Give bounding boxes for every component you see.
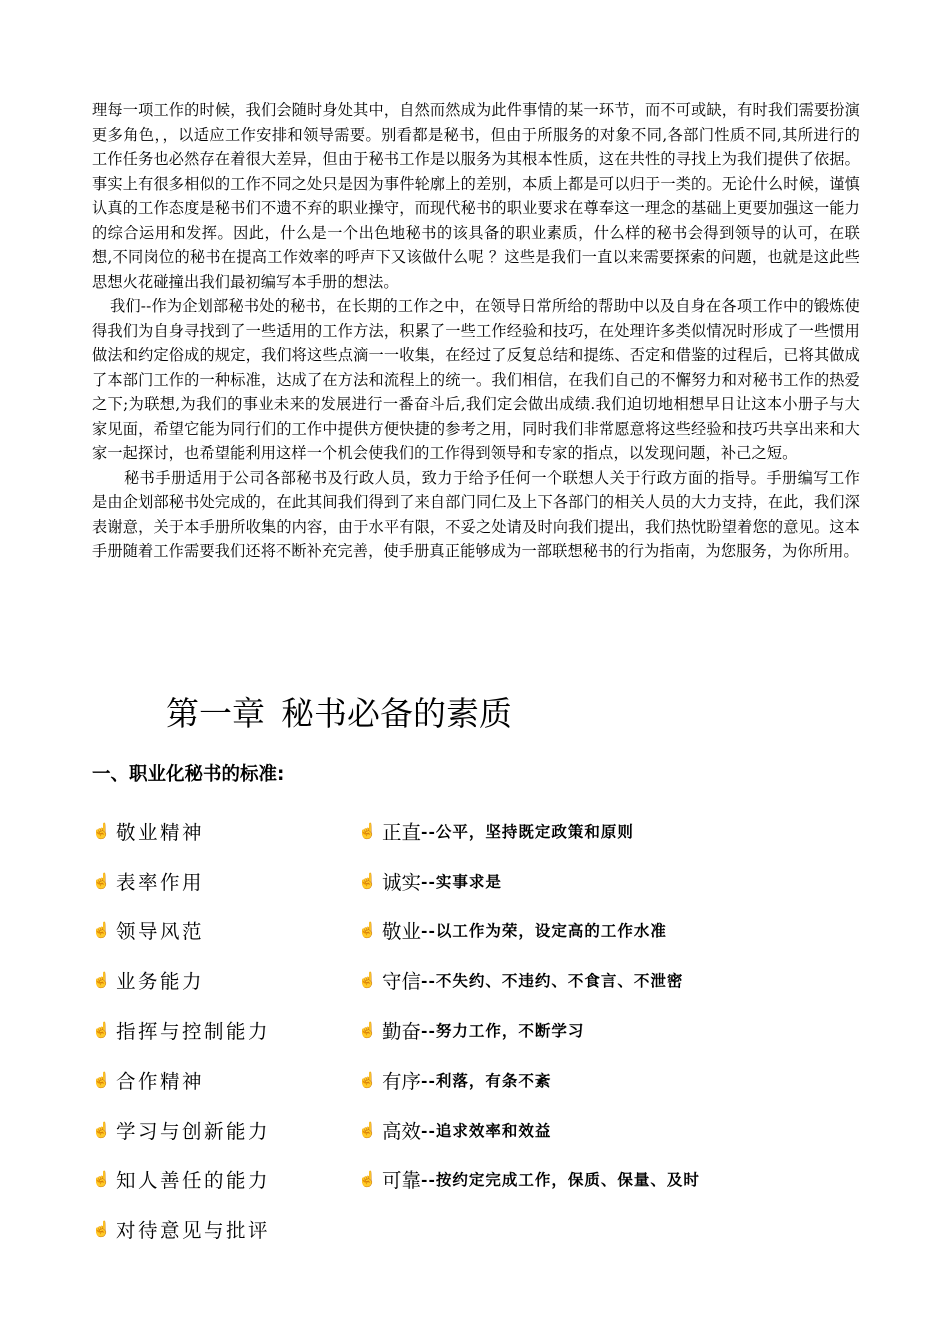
- quality-label: 学习与创新能力: [116, 1119, 271, 1143]
- intro-paragraph-3: 秘书手册适用于公司各部秘书及行政人员，致力于给予任何一个联想人关于行政方面的指导。手册编写工作是由企划部秘书处完成的，在此其间我们得到了来自部门同仁及上下各部门的相关人员的大力支持，在此，我们深表谢意，关于本手册所收集的内容，由于水平有限，不妥之处请及时向我们提出，我们热忱盼望着您的意见。这本手册随着工作需要我们还将不断补充完善，使手册真正能够成为一部联想秘书的行为指南，为您服务，为你所用。: [92, 468, 860, 560]
- chapter-title: 秘书必备的素质: [281, 694, 512, 733]
- pointing-hand-icon: ☝: [358, 1170, 377, 1189]
- intro-paragraph-1: 理每一项工作的时候，我们会随时身处其中，自然而然成为此件事情的某一环节，而不可或缺，有时我们需要扮演更多角色，，以适应工作安排和领导需要。别看都是秘书，但由于所服务的对象不同,各部门性质不同,其所进行的工作任务也必然存在着很大差异，但由于秘书工作是以服务为其根本性质，这在共性的寻找上为我们提供了依据。事实上有很多相似的工作不同之处只是因为事件轮廓上的差别，本质上都是可以归于一类的。无论什么时候，谨慎认真的工作态度是秘书们不遗不弃的职业操守，而现代秘书的职业要求在尊奉这一理念的基础上更要加强这一能力的综合运用和发挥。因此，什么是一个出色地秘书的该具备的职业素质，什么样的秘书会得到领导的认可，在联想,不同岗位的秘书在提高工作效率的呼声下又该做什么呢 ？这些是我们一直以来需要探索的问题，也就是这此些思想火花碰撞出我们最初编写本手册的想法。: [92, 101, 860, 291]
- quality-item: [92, 955, 270, 1005]
- quality-item: [92, 806, 270, 856]
- quality-label: 合作精神: [116, 1069, 205, 1093]
- chapter-heading: [166, 694, 512, 734]
- virtue-item: [358, 1155, 700, 1205]
- virtue-term: 诚实: [382, 870, 422, 894]
- virtue-term: 勤奋: [382, 1020, 422, 1044]
- chapter-number: 第一章: [166, 694, 265, 733]
- quality-label: 业务能力: [116, 970, 205, 994]
- pointing-hand-icon: ☝: [358, 921, 377, 940]
- virtue-term: 守信: [382, 970, 422, 994]
- virtue-term: 可靠: [382, 1169, 422, 1193]
- quality-label: 知人善任的能力: [116, 1169, 271, 1193]
- quality-item: [92, 906, 270, 956]
- pointing-hand-icon: ☝: [92, 1021, 111, 1040]
- quality-item: [92, 1005, 270, 1055]
- pointing-hand-icon: ☝: [92, 1070, 111, 1089]
- section-heading: 一、职业化秘书的标准:: [92, 764, 285, 785]
- quality-item: [92, 1055, 270, 1105]
- virtue-description: --公平，坚持既定政策和原则: [421, 821, 634, 841]
- virtue-term: 高效: [382, 1119, 422, 1143]
- quality-label: 指挥与控制能力: [116, 1020, 271, 1044]
- virtue-description: --不失约、不违约、不食言、不泄密: [421, 971, 684, 991]
- pointing-hand-icon: ☝: [92, 1120, 111, 1139]
- pointing-hand-icon: ☝: [358, 1070, 377, 1089]
- virtue-term: 正直: [382, 820, 422, 844]
- virtue-description: --追求效率和效益: [421, 1120, 552, 1140]
- pointing-hand-icon: ☝: [358, 821, 377, 840]
- virtue-description: --按约定完成工作，保质、保量、及时: [421, 1170, 700, 1190]
- quality-item: [92, 1105, 270, 1155]
- virtue-item: [358, 1055, 700, 1105]
- virtue-item: [358, 856, 700, 906]
- virtue-item: [358, 806, 700, 856]
- virtue-term: 有序: [382, 1069, 422, 1093]
- virtue-description: --以工作为荣，设定高的工作水准: [421, 921, 667, 941]
- quality-item: [92, 1155, 270, 1205]
- virtue-description: --利落，有条不紊: [421, 1070, 552, 1090]
- pointing-hand-icon: ☝: [92, 871, 111, 890]
- pointing-hand-icon: ☝: [92, 1220, 111, 1239]
- pointing-hand-icon: ☝: [358, 971, 377, 990]
- virtue-item: [358, 906, 700, 956]
- virtue-description: --实事求是: [421, 871, 502, 891]
- body-text: [92, 98, 860, 564]
- virtue-item: [358, 1105, 700, 1155]
- pointing-hand-icon: ☝: [358, 1021, 377, 1040]
- virtue-item: [358, 1005, 700, 1055]
- qualities-list: [92, 806, 270, 1254]
- intro-paragraph-2: 我们--作为企划部秘书处的秘书，在长期的工作之中，在领导日常所给的帮助中以及自身在各项工作中的锻炼使得我们为自身寻找到了一些适用的工作方法，积累了一些工作经验和技巧，在处理许多类似情况时形成了一些惯用做法和约定俗成的规定，我们将这些点滴一一收集，在经过了反复总结和提练、否定和借鉴的过程后，已将其做成了本部门工作的一种标准，达成了在方法和流程上的统一。我们相信，在我们自己的不懈努力和对秘书工作的热爱之下;为联想,为我们的事业未来的发展进行一番奋斗后,我们定会做出成绩.我们迫切地相想早日让这本小册子与大家见面，希望它能为同行们的工作中提供方便快捷的参考之用，同时我们非常愿意将这些经验和技巧共享出来和大家一起探讨，也希望能利用这样一个机会使我们的工作得到领导和专家的指点，以发现问题，补己之短。: [92, 297, 860, 462]
- pointing-hand-icon: ☝: [92, 921, 111, 940]
- pointing-hand-icon: ☝: [92, 971, 111, 990]
- pointing-hand-icon: ☝: [92, 821, 111, 840]
- virtues-list: [358, 806, 700, 1204]
- quality-item: [92, 856, 270, 906]
- virtue-term: 敬业: [382, 920, 422, 944]
- quality-label: 表率作用: [116, 870, 205, 894]
- pointing-hand-icon: ☝: [358, 1120, 377, 1139]
- pointing-hand-icon: ☝: [358, 871, 377, 890]
- quality-label: 领导风范: [116, 920, 205, 944]
- pointing-hand-icon: ☝: [92, 1170, 111, 1189]
- quality-item: [92, 1204, 270, 1254]
- quality-label: 敬业精神: [116, 820, 205, 844]
- virtue-item: [358, 955, 700, 1005]
- quality-label: 对待意见与批评: [116, 1219, 271, 1243]
- virtue-description: --努力工作，不断学习: [421, 1021, 585, 1041]
